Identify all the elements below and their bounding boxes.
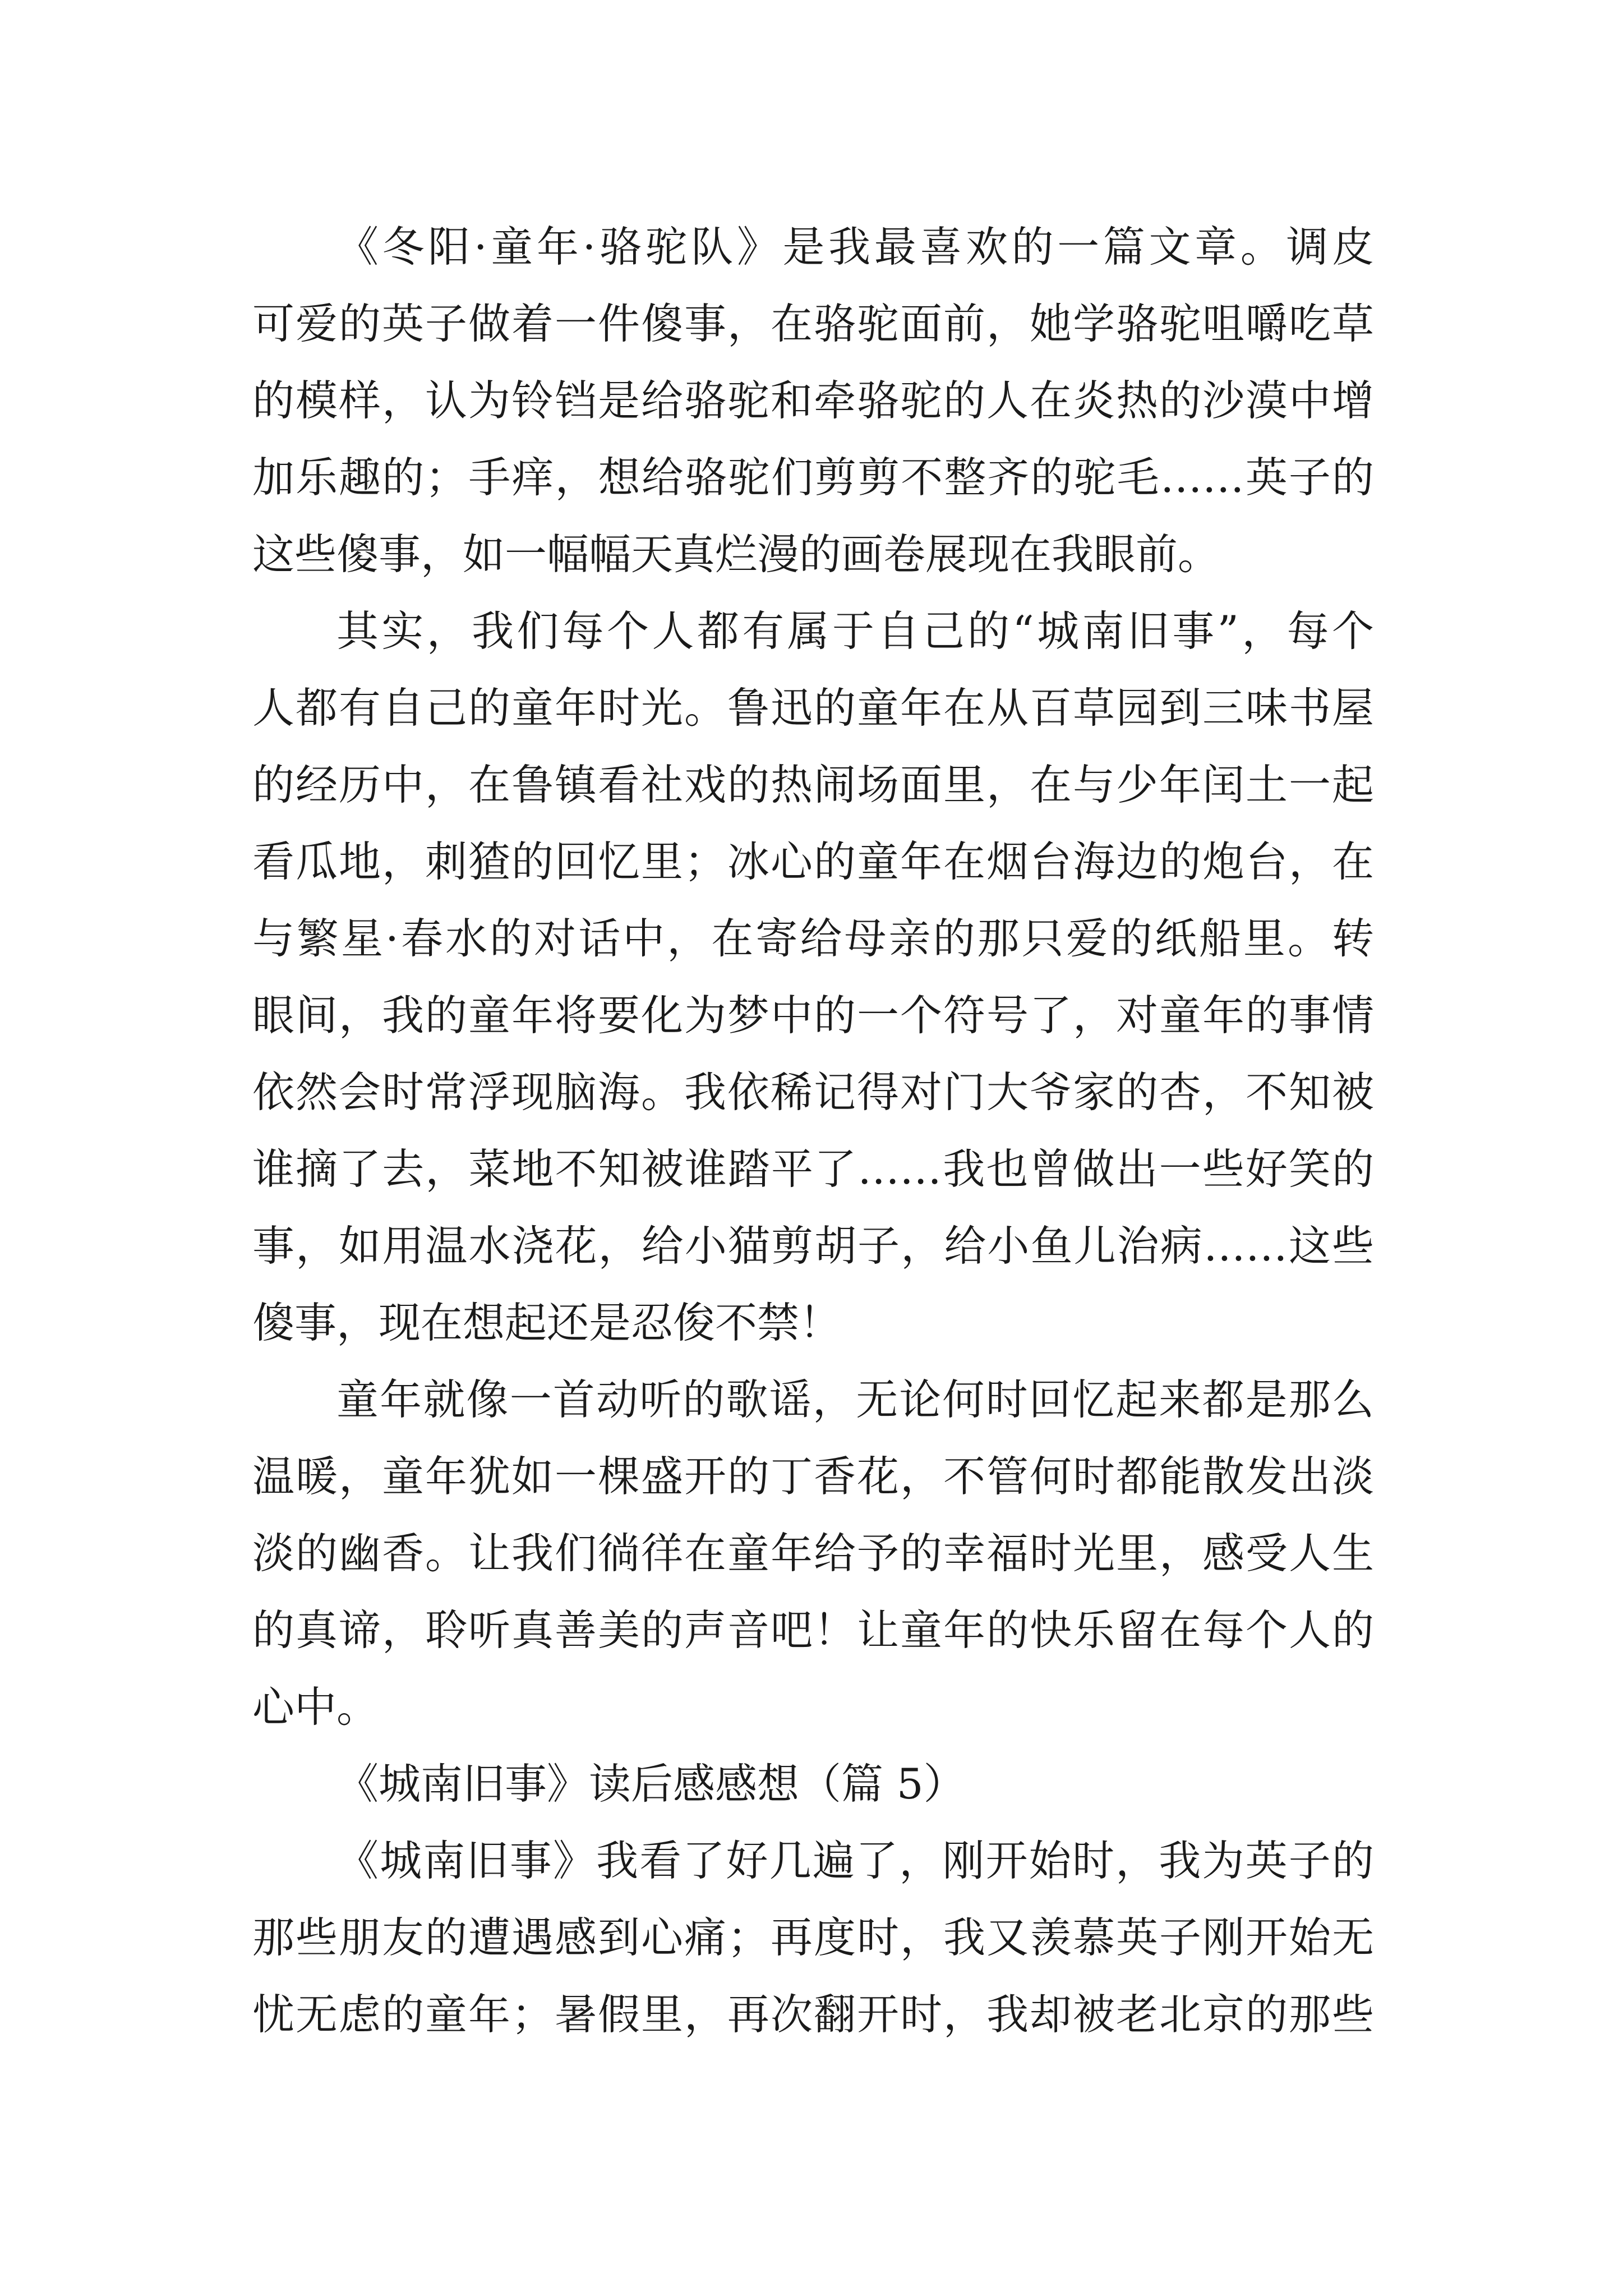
paragraph-line: 的经历中，在鲁镇看社戏的热闹场面里，在与少年闰土一起	[252, 760, 1374, 809]
section-heading-text: 《城南旧事》读后感感想（篇 5）	[336, 1759, 966, 1809]
paragraph-line: 其实，我们每个人都有属于自己的“城南旧事”，每个	[336, 606, 1374, 656]
paragraph-line: 那些朋友的遭遇感到心痛；再度时，我又羡慕英子刚开始无	[252, 1913, 1374, 1962]
paragraph-line: 眼间，我的童年将要化为梦中的一个符号了，对童年的事情	[252, 991, 1374, 1040]
paragraph-line: 谁摘了去，菜地不知被谁踏平了……我也曾做出一些好笑的	[252, 1144, 1374, 1194]
paragraph-4	[252, 1823, 1374, 2053]
paragraph-line: 人都有自己的童年时光。鲁迅的童年在从百草园到三味书屋	[252, 683, 1374, 733]
paragraph-2	[252, 593, 1374, 1361]
paragraph-line: 《冬阳·童年·骆驼队》是我最喜欢的一篇文章。调皮	[336, 222, 1374, 272]
paragraph-line: 依然会时常浮现脑海。我依稀记得对门大爷家的杏，不知被	[252, 1068, 1374, 1117]
paragraph-line: 淡的幽香。让我们徜徉在童年给予的幸福时光里，感受人生	[252, 1529, 1374, 1578]
document-body	[252, 209, 1374, 2053]
section-heading	[252, 1746, 1374, 1823]
paragraph-line: 的真谛，聆听真善美的声音吧！让童年的快乐留在每个人的	[252, 1605, 1374, 1655]
paragraph-line: 童年就像一首动听的歌谣，无论何时回忆起来都是那么	[336, 1375, 1374, 1424]
paragraph-line: 《城南旧事》我看了好几遍了，刚开始时，我为英子的	[336, 1836, 1374, 1885]
paragraph-line: 温暖，童年犹如一棵盛开的丁香花，不管何时都能散发出淡	[252, 1452, 1374, 1501]
paragraph-line: 傻事，现在想起还是忍俊不禁！	[252, 1298, 842, 1347]
paragraph-line: 这些傻事，如一幅幅天真烂漫的画卷展现在我眼前。	[252, 530, 1220, 579]
paragraph-line: 看瓜地，刺猹的回忆里；冰心的童年在烟台海边的炮台，在	[252, 837, 1374, 886]
paragraph-line: 事，如用温水浇花，给小猫剪胡子，给小鱼儿治病……这些	[252, 1221, 1374, 1271]
paragraph-line: 的模样，认为铃铛是给骆驼和牵骆驼的人在炎热的沙漠中增	[252, 376, 1374, 425]
paragraph-line: 忧无虑的童年；暑假里，再次翻开时，我却被老北京的那些	[252, 1990, 1374, 2039]
paragraph-line: 加乐趣的；手痒，想给骆驼们剪剪不整齐的驼毛……英子的	[252, 453, 1374, 502]
paragraph-3	[252, 1361, 1374, 1746]
paragraph-line: 可爱的英子做着一件傻事，在骆驼面前，她学骆驼咀嚼吃草	[252, 299, 1374, 348]
paragraph-1	[252, 209, 1374, 593]
paragraph-line: 与繁星·春水的对话中，在寄给母亲的那只爱的纸船里。转	[252, 914, 1374, 963]
paragraph-line: 心中。	[252, 1682, 379, 1732]
